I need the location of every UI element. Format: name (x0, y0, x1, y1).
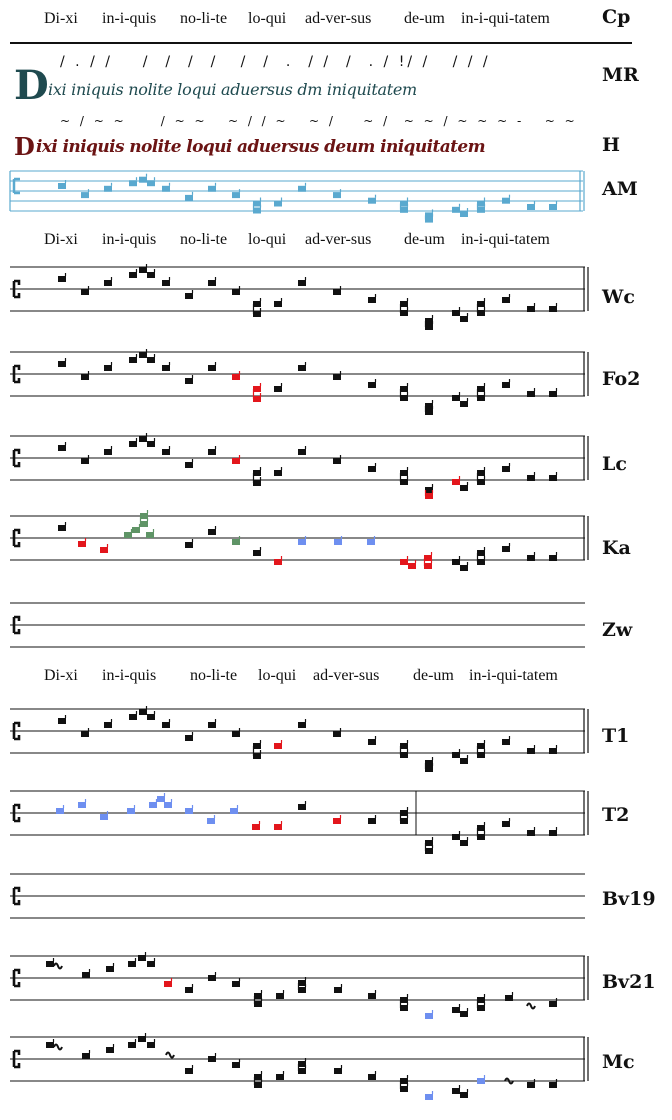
neume-note (129, 272, 137, 278)
neume-note (253, 201, 261, 207)
mr-text: ixi iniquis nolite loqui aduersus dm iniquitatem (48, 80, 417, 99)
neume-note (81, 374, 89, 380)
quilisma-mark (54, 1045, 62, 1050)
staff-fo2 (0, 347, 600, 417)
quilisma-mark (166, 1053, 174, 1058)
siglum-wc: Wc (602, 286, 635, 308)
neume-note (477, 834, 485, 840)
neume-note (334, 987, 342, 993)
neume-note (424, 563, 432, 569)
header-rule (10, 42, 632, 44)
neume-note (139, 267, 147, 273)
neume-note (127, 808, 135, 814)
neume-note (185, 735, 193, 741)
neume-note (527, 306, 535, 312)
neume-note (56, 808, 64, 814)
lyric-syllable: no-li-te (190, 667, 238, 684)
neume-note (452, 395, 460, 401)
neume-note (253, 480, 261, 486)
neume-note (252, 824, 260, 830)
neume-note (425, 1013, 433, 1019)
lyric-syllable: Di-xi (44, 667, 78, 684)
neume-note (502, 466, 510, 472)
lyric-syllable: no-li-te (180, 231, 228, 248)
neume-note (100, 547, 108, 553)
siglum-mc: Mc (602, 1051, 635, 1073)
neume-note (400, 1086, 408, 1092)
neume-note (298, 539, 306, 545)
staff-am (0, 163, 600, 223)
neume-note (129, 441, 137, 447)
neume-note (549, 391, 557, 397)
neume-note (460, 565, 468, 571)
neume-note (208, 365, 216, 371)
siglum-bv21: Bv21 (602, 971, 656, 993)
neume-note (185, 987, 193, 993)
neume-note (253, 208, 261, 214)
neume-note (106, 1047, 114, 1053)
neume-note (140, 521, 148, 527)
neume-note (128, 1042, 136, 1048)
neume-note (477, 559, 485, 565)
neume-note (232, 539, 240, 545)
neume-note (185, 195, 193, 201)
neume-note (400, 207, 408, 213)
neume-note (460, 401, 468, 407)
lyric-syllable: Di-xi (44, 231, 78, 248)
neume-note (400, 997, 408, 1003)
lyric-syllable: in-i-quis (102, 231, 157, 248)
neume-note (104, 449, 112, 455)
quilisma-mark (54, 964, 62, 969)
siglum-h: H (602, 134, 620, 156)
neume-note (452, 479, 460, 485)
neume-note (298, 722, 306, 728)
neume-note (132, 527, 140, 533)
neume-note (129, 714, 137, 720)
neume-note (400, 810, 408, 816)
neume-note (477, 201, 485, 207)
neume-note (505, 995, 513, 1001)
neume-note (162, 722, 170, 728)
neume-note (527, 391, 535, 397)
neume-note (106, 966, 114, 972)
neume-note (368, 382, 376, 388)
neume-note (502, 739, 510, 745)
neume-note (147, 272, 155, 278)
neume-note (368, 466, 376, 472)
neume-note (549, 555, 557, 561)
neume-note (408, 563, 416, 569)
h-text: ixi iniquis nolite loqui aduersus deum iniquitatem (36, 137, 485, 157)
neume-note (185, 542, 193, 548)
neume-note (298, 980, 306, 986)
neume-note (208, 449, 216, 455)
neume-note (129, 357, 137, 363)
neume-note (477, 752, 485, 758)
neume-note (208, 186, 216, 192)
neume-note (298, 186, 306, 192)
lyric-syllable: in-i-quis (102, 10, 157, 27)
neume-note (146, 532, 154, 538)
neume-note (333, 192, 341, 198)
neume-note (274, 559, 282, 565)
h-neumes: ~ / ~ ~ / ~ ~ ~ / / ~ ~ / ~ / ~ ~ / ~ ~ ~ - ~ ~ (60, 114, 578, 128)
siglum-ka: Ka (602, 537, 631, 559)
neume-note (58, 276, 66, 282)
neume-note (298, 1061, 306, 1067)
lyric-syllable: ad-ver-sus (313, 667, 380, 684)
neume-note (149, 802, 157, 808)
neume-note (400, 201, 408, 207)
neume-note (157, 796, 165, 802)
neume-note (185, 808, 193, 814)
neume-note (502, 821, 510, 827)
neume-note (400, 301, 408, 307)
neume-note (460, 316, 468, 322)
neume-note (477, 301, 485, 307)
neume-note (276, 1074, 284, 1080)
neume-note (460, 1011, 468, 1017)
neume-note (207, 818, 215, 824)
neume-note (502, 198, 510, 204)
neume-note (100, 814, 108, 820)
neume-note (254, 1074, 262, 1080)
neume-note (477, 825, 485, 831)
lyric-syllable: in-i-qui-tatem (461, 231, 550, 248)
neume-note (253, 311, 261, 317)
neume-note (185, 462, 193, 468)
neume-note (58, 525, 66, 531)
neume-note (452, 752, 460, 758)
lyric-syllable: ad-ver-sus (305, 10, 372, 27)
neume-note (424, 555, 432, 561)
neume-note (232, 981, 240, 987)
staff-t2 (0, 786, 600, 856)
neume-note (368, 818, 376, 824)
neume-note (162, 365, 170, 371)
neume-note (164, 981, 172, 987)
neume-note (298, 365, 306, 371)
neume-note (400, 395, 408, 401)
neume-note (81, 289, 89, 295)
neume-note (477, 743, 485, 749)
neume-note (253, 301, 261, 307)
siglum-mr: MR (602, 64, 639, 86)
neume-note (425, 403, 433, 409)
neume-note (274, 470, 282, 476)
neume-note (128, 961, 136, 967)
neume-note (425, 217, 433, 223)
neume-note (104, 365, 112, 371)
neume-note (477, 997, 485, 1003)
lyric-syllable: de-um (404, 231, 445, 248)
neume-note (425, 324, 433, 330)
siglum-am: AM (602, 178, 638, 200)
neume-note (274, 201, 282, 207)
neume-note (333, 458, 341, 464)
staff-ka (0, 511, 600, 591)
neume-note (477, 550, 485, 556)
neume-note (208, 975, 216, 981)
neume-note (549, 475, 557, 481)
neume-note (425, 1094, 433, 1100)
lyric-syllable: de-um (413, 667, 454, 684)
neume-note (367, 539, 375, 545)
neume-note (46, 1042, 54, 1048)
neume-note (298, 449, 306, 455)
neume-note (527, 475, 535, 481)
neume-note (274, 301, 282, 307)
neume-note (452, 1088, 460, 1094)
neume-note (82, 1053, 90, 1059)
neume-note (139, 177, 147, 183)
neume-note (460, 211, 468, 217)
mr-initial: D (14, 62, 49, 109)
lyric-syllable: in-i-quis (102, 667, 157, 684)
lyric-syllable: ad-ver-sus (305, 231, 372, 248)
neume-note (333, 374, 341, 380)
neume-note (164, 802, 172, 808)
neume-note (232, 374, 240, 380)
siglum-t1: T1 (602, 725, 630, 747)
neume-note (208, 722, 216, 728)
neume-note (253, 550, 261, 556)
neume-note (368, 739, 376, 745)
neume-note (147, 1042, 155, 1048)
neume-note (298, 280, 306, 286)
neume-note (527, 204, 535, 210)
neume-note (425, 487, 433, 493)
staff-lc (0, 431, 600, 501)
neume-note (253, 386, 261, 392)
staff-bv21 (0, 951, 600, 1021)
neume-note (298, 1068, 306, 1074)
lyric-syllable: Di-xi (44, 10, 78, 27)
neume-note (425, 848, 433, 854)
neume-note (208, 280, 216, 286)
neume-note (58, 445, 66, 451)
neume-note (147, 441, 155, 447)
neume-note (549, 1001, 557, 1007)
neume-note (232, 192, 240, 198)
lyric-syllable: no-li-te (180, 10, 228, 27)
neume-note (502, 546, 510, 552)
neume-note (477, 395, 485, 401)
neume-note (527, 555, 535, 561)
h-initial: D (14, 132, 35, 161)
lyric-syllable: de-um (404, 10, 445, 27)
neume-note (477, 479, 485, 485)
neume-note (58, 361, 66, 367)
neume-note (425, 493, 433, 499)
neume-note (477, 470, 485, 476)
neume-note (425, 840, 433, 846)
neume-note (185, 378, 193, 384)
neume-note (46, 961, 54, 967)
neume-note (477, 1005, 485, 1011)
lyric-syllable: in-i-qui-tatem (461, 10, 550, 27)
staff-t1 (0, 704, 600, 774)
siglum-lc: Lc (602, 453, 627, 475)
siglum-t2: T2 (602, 804, 630, 826)
neume-note (400, 559, 408, 565)
neume-note (549, 306, 557, 312)
neume-note (425, 760, 433, 766)
neume-note (477, 310, 485, 316)
neume-note (58, 183, 66, 189)
neume-note (298, 804, 306, 810)
neume-note (274, 743, 282, 749)
neume-note (81, 458, 89, 464)
neume-note (104, 280, 112, 286)
neume-note (400, 470, 408, 476)
neume-note (460, 1092, 468, 1098)
neume-note (549, 204, 557, 210)
neume-note (232, 1062, 240, 1068)
neume-note (78, 541, 86, 547)
neume-note (452, 559, 460, 565)
neume-note (162, 280, 170, 286)
neume-note (254, 1082, 262, 1088)
neume-note (400, 743, 408, 749)
lyric-syllable: in-i-qui-tatem (469, 667, 558, 684)
neume-note (254, 1001, 262, 1007)
siglum-bv19: Bv19 (602, 888, 656, 910)
lyric-syllable: lo-qui (248, 10, 287, 27)
neume-note (274, 824, 282, 830)
neume-note (230, 808, 238, 814)
neume-note (549, 748, 557, 754)
neume-note (147, 714, 155, 720)
neume-note (527, 748, 535, 754)
neume-note (334, 1068, 342, 1074)
neume-note (549, 1082, 557, 1088)
neume-note (549, 830, 557, 836)
neume-note (124, 532, 132, 538)
neume-note (527, 830, 535, 836)
lyric-syllable: lo-qui (258, 667, 297, 684)
neume-note (477, 1078, 485, 1084)
neume-note (253, 743, 261, 749)
neume-note (104, 186, 112, 192)
neume-note (147, 180, 155, 186)
staff-bv19 (0, 869, 600, 929)
neume-note (232, 458, 240, 464)
neume-note (140, 513, 148, 519)
mr-manuscript-line (14, 62, 574, 109)
neume-note (452, 207, 460, 213)
neume-note (276, 993, 284, 999)
neume-note (232, 731, 240, 737)
neume-note (139, 709, 147, 715)
neume-note (334, 539, 342, 545)
neume-note (274, 386, 282, 392)
neume-note (129, 180, 137, 186)
neume-note (368, 198, 376, 204)
neume-note (162, 449, 170, 455)
neume-note (460, 840, 468, 846)
neume-note (232, 289, 240, 295)
neume-note (147, 357, 155, 363)
quilisma-mark (527, 1004, 535, 1009)
neume-note (425, 318, 433, 324)
neume-note (477, 386, 485, 392)
neume-note (400, 1005, 408, 1011)
neume-note (333, 289, 341, 295)
neume-note (333, 818, 341, 824)
neume-note (452, 310, 460, 316)
neume-note (208, 1056, 216, 1062)
neume-note (400, 752, 408, 758)
neume-note (400, 310, 408, 316)
neume-note (81, 192, 89, 198)
siglum-cp: Cp (602, 6, 631, 28)
neume-note (253, 396, 261, 402)
neume-note (78, 802, 86, 808)
lyric-syllable: lo-qui (248, 231, 287, 248)
mr-neumes: / . / / / / / / / / . / / / . / !/ / / / / (60, 54, 491, 70)
neume-note (139, 352, 147, 358)
neume-note (368, 297, 376, 303)
neume-note (368, 993, 376, 999)
neume-note (139, 436, 147, 442)
neume-note (138, 1036, 146, 1042)
neume-note (208, 529, 216, 535)
neume-note (58, 718, 66, 724)
neume-note (185, 293, 193, 299)
neume-note (185, 1068, 193, 1074)
neume-note (368, 1074, 376, 1080)
neume-note (460, 485, 468, 491)
neume-note (138, 955, 146, 961)
neume-note (527, 1082, 535, 1088)
neume-note (460, 758, 468, 764)
neume-note (82, 972, 90, 978)
neume-note (477, 207, 485, 213)
staff-zw (0, 598, 600, 658)
staff-mc (0, 1032, 600, 1102)
neume-note (502, 382, 510, 388)
neume-note (400, 818, 408, 824)
neume-note (452, 834, 460, 840)
neume-note (400, 386, 408, 392)
neume-note (452, 1007, 460, 1013)
neume-note (298, 987, 306, 993)
siglum-zw: Zw (602, 619, 633, 641)
siglum-fo2: Fo2 (602, 368, 641, 390)
h-manuscript-line (14, 132, 574, 162)
neume-note (400, 1078, 408, 1084)
neume-note (81, 731, 89, 737)
neume-note (253, 470, 261, 476)
neume-note (147, 961, 155, 967)
neume-note (253, 753, 261, 759)
neume-note (400, 479, 408, 485)
neume-note (162, 186, 170, 192)
staff-wc (0, 262, 600, 332)
neume-note (425, 409, 433, 415)
neume-note (104, 722, 112, 728)
neume-note (502, 297, 510, 303)
neume-note (254, 993, 262, 999)
neume-note (333, 731, 341, 737)
neume-note (425, 766, 433, 772)
